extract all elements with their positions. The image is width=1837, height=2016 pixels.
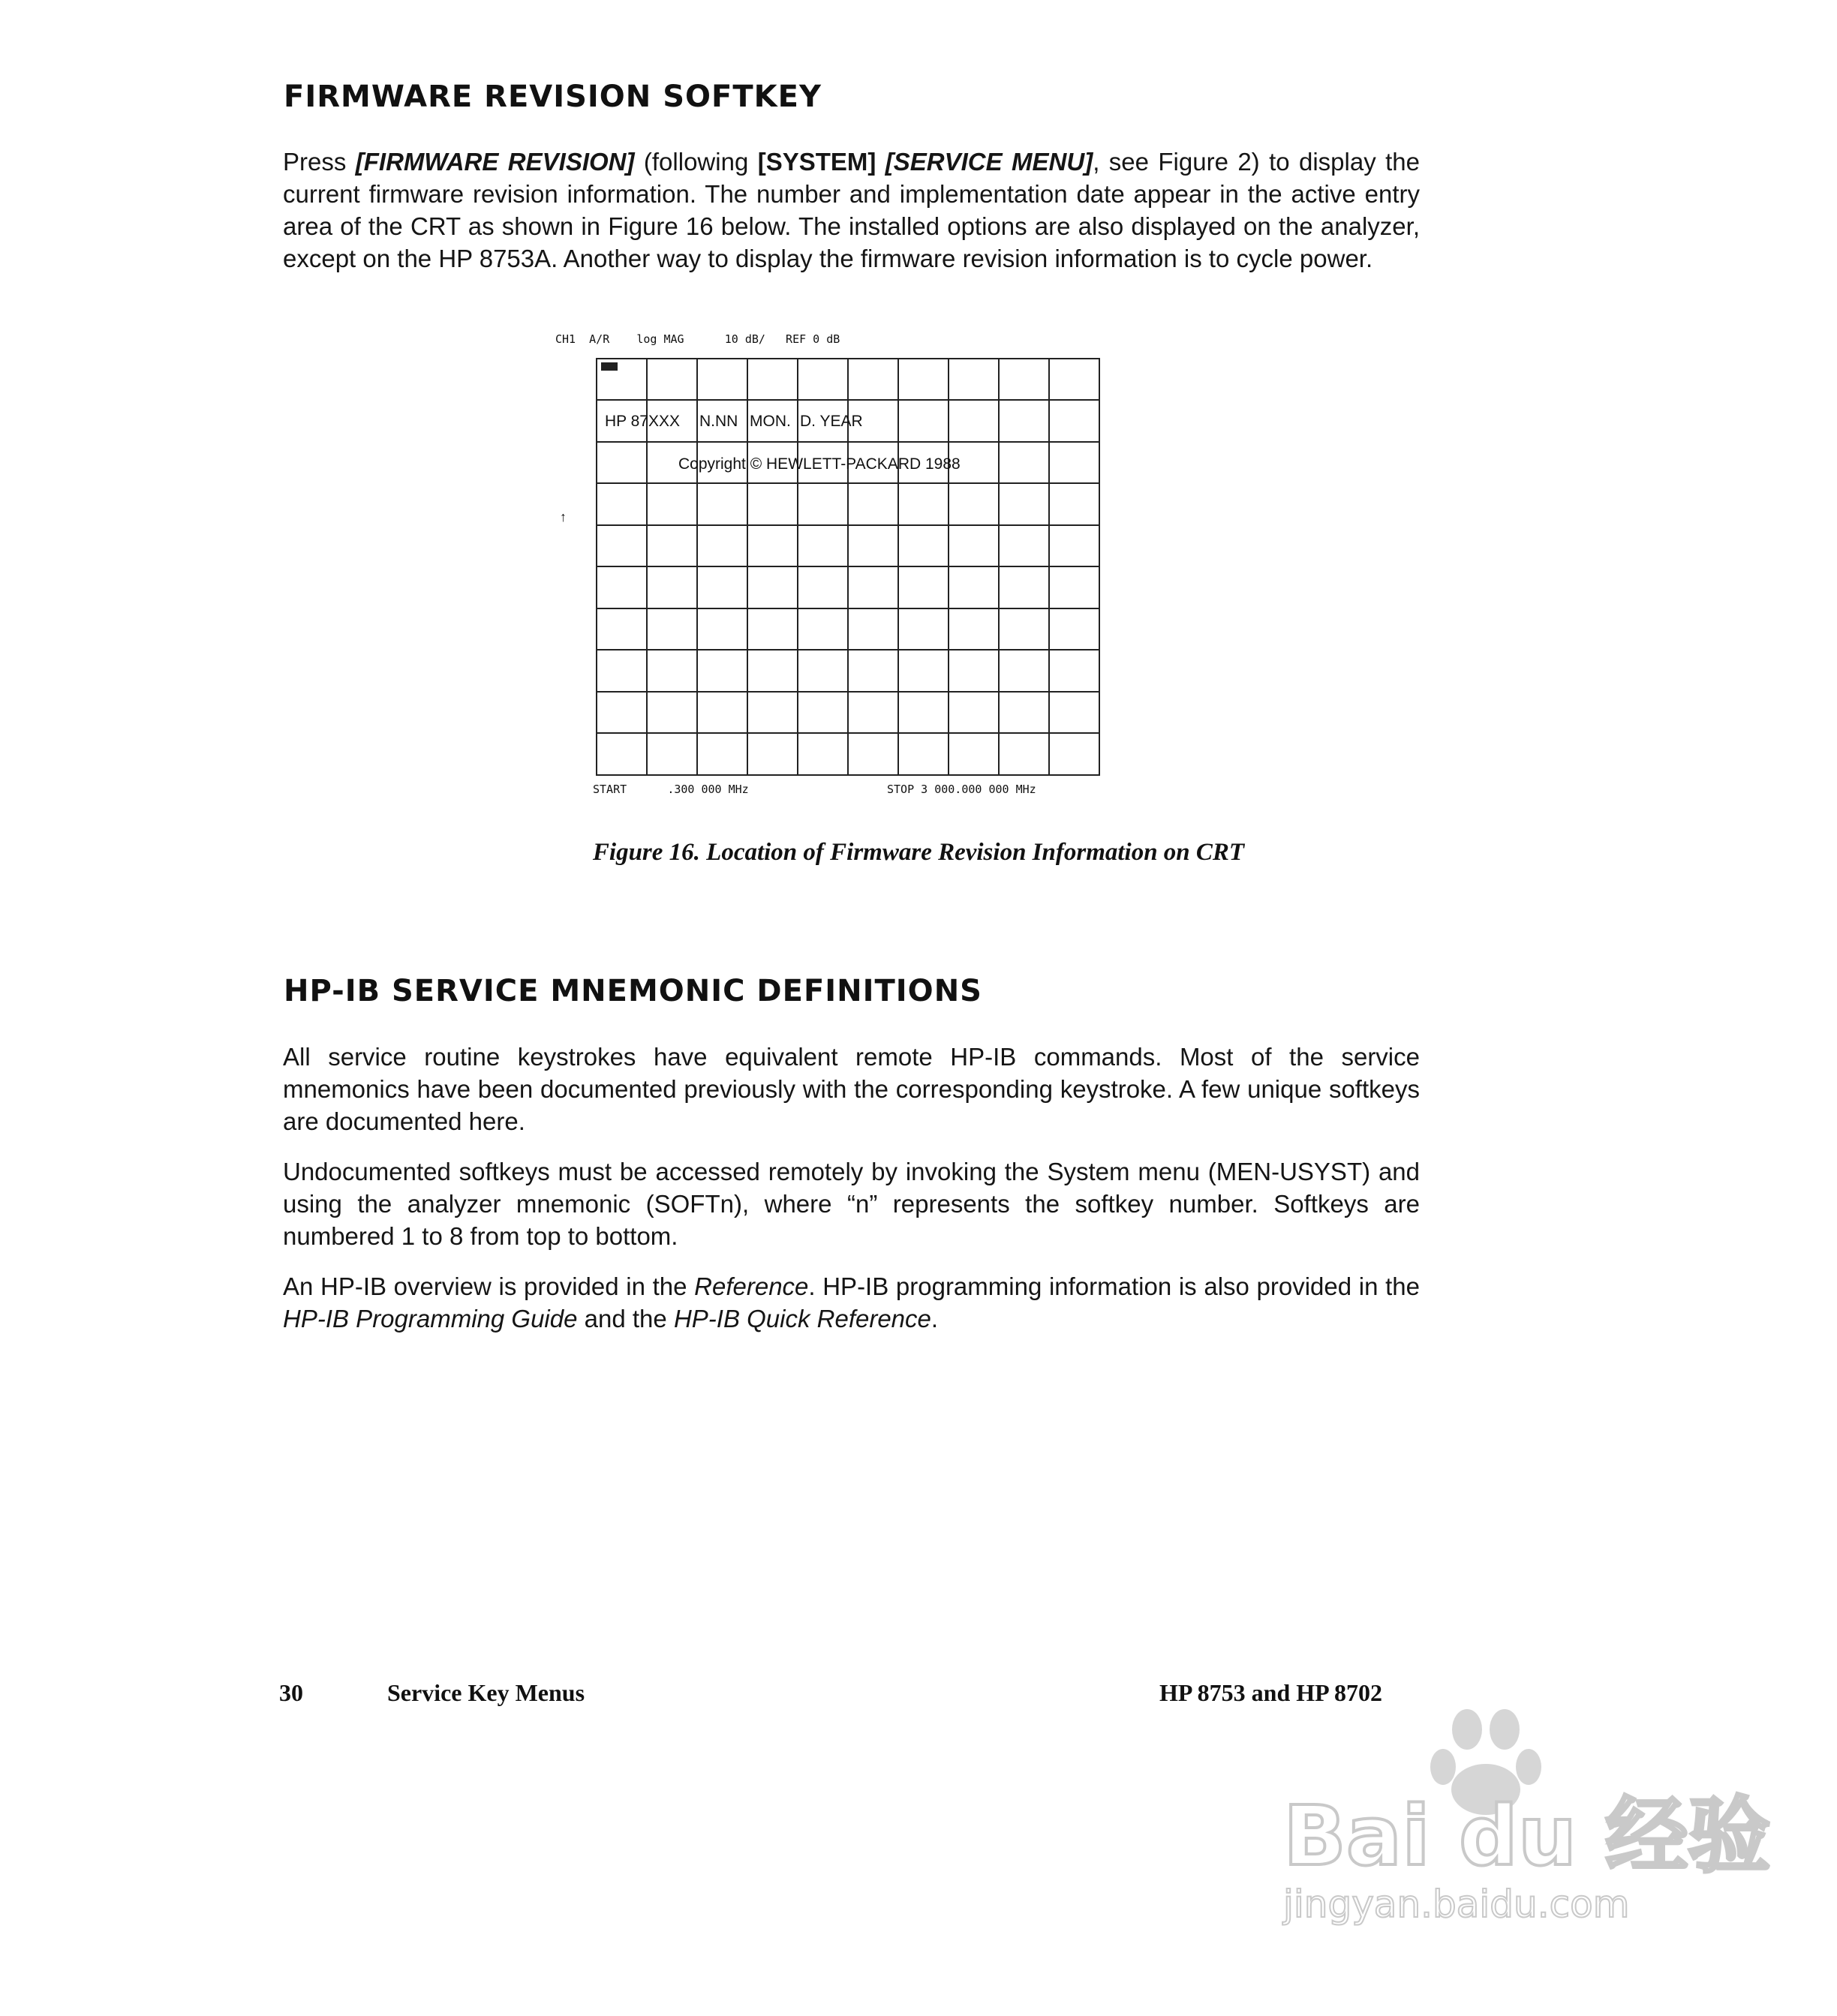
baidu-watermark [1279,1703,1771,1928]
page-number: 30 [279,1679,303,1706]
figure-caption: Figure 16. Location of Firmware Revision Information on CRT [592,839,1245,866]
firmware-version: N.NN [699,413,738,430]
watermark-url: jingyan.baidu.com [1283,1882,1630,1926]
crt-graticule [555,332,1111,783]
paragraph-firmware-revision: Press [FIRMWARE REVISION] (following [SYSTEM] [SERVICE MENU], see Figure 2) to display the current firmware revision information. The number and implementation date appear in the active entry area of the CRT as shown in Figure 16 below. The installed options are also displayed on the analyzer, except on the HP 8753A. Another way to display the firmware revision information is to cycle power. [283,148,1420,272]
section-heading-hpib-mnemonics: HP-IB SERVICE MNEMONIC DEFINITIONS [284,974,982,1008]
active-marker-block [601,362,618,371]
footer-section-title: Service Key Menus [387,1679,585,1706]
watermark-brand: Bai du 经验 [1283,1788,1771,1884]
stop-frequency-label: STOP 3 000.000 000 MHz [887,783,1036,796]
baidu-paw-logo-icon [1279,1703,1771,1928]
footer-product: HP 8753 and HP 8702 [1159,1679,1382,1706]
start-frequency-label: START .300 000 MHz [593,783,749,796]
paragraph-undocumented-softkeys: Undocumented softkeys must be accessed remotely by invoking the System menu (MEN-USYST) and using the analyzer mnemonic (SOFTn), where “n” represents the softkey number. Softkeys are numbered 1 to 8 from top to bottom. [283,1158,1420,1250]
firmware-date-year: D. YEAR [800,413,863,430]
reference-arrow-icon: ↑ [560,509,567,524]
firmware-month: MON. [750,413,791,430]
firmware-model: HP 87XXX [605,413,681,430]
crt-display-figure [555,332,1111,798]
paragraph-hpib-overview: An HP-IB overview is provided in the Reference. HP-IB programming information is also provided in the HP-IB Programming Guide and the HP-IB Quick Reference. [283,1272,1420,1332]
paragraph-service-keystrokes: All service routine keystrokes have equivalent remote HP-IB commands. Most of the service mnemonics have been documented previously with the corresponding keystroke. A few unique softkeys are documented here. [283,1043,1420,1135]
copyright-line: Copyright © HEWLETT-PACKARD 1988 [678,455,961,473]
section-heading-firmware-revision: FIRMWARE REVISION SOFTKEY [284,80,822,114]
crt-header-annotation: CH1 A/R log MAG 10 dB/ REF 0 dB [555,332,840,346]
